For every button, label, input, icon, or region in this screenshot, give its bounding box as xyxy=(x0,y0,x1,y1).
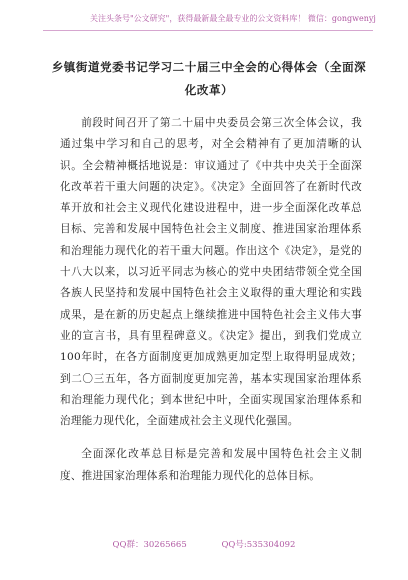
footer-qq-number: QQ号:535304092 xyxy=(221,540,296,550)
header-divider xyxy=(43,30,373,31)
body-paragraph: 全面深化改革总目标是完善和发展中国特色社会主义制度、推进国家治理体系和治理能力现代化的总体目标。 xyxy=(60,448,362,482)
document-title: 乡镇街道党委书记学习二十届三中全会的心得体会（全面深化改革） xyxy=(51,60,367,97)
body-paragraph: 前段时间召开了第二十届中央委员会第三次全体会议，我通过集中学习和自己的思考，对全会精神有了更加清晰的认识。全会精神概括地说是：审议通过了《中共中央关于全面深化改革若干重大问题的决定》。《决定》全面回答了在新时代改革开放和社会主义现代化建设进程中，进一步全面深化改革总目标、完善和发展中国特色社会主义制度、推进国家治理体系和治理能力现代化的若干重大问题。作出这个《决定》，是党的十八大以来，以习近平同志为核心的党中央团结带领全党全国各族人民坚持和发展中国特色社会主义取得的重大理论和实践成果，是在新的历史起点上继续推进中国特色社会主义伟大事业的宣言书，具有里程碑意义。《决定》提出，到我们党成立100年时，在各方面制度更加成熟更加定型上取得明显成效；到二〇三五年，各方面制度更加完善，基本实现国家治理体系和治理能力现代化；到本世纪中叶，全面实现国家治理体系和治理能力现代化，全面建成社会主义现代化强国。 xyxy=(60,117,362,428)
document-body xyxy=(60,113,362,487)
footer-qq-group: QQ群：30265665 xyxy=(112,540,187,550)
footer-contact xyxy=(0,538,408,550)
header-promo-text: 关注头条号"公文研究"，获得最新最全最专业的公文资料库！ 微信：gongwenyj xyxy=(90,14,376,23)
